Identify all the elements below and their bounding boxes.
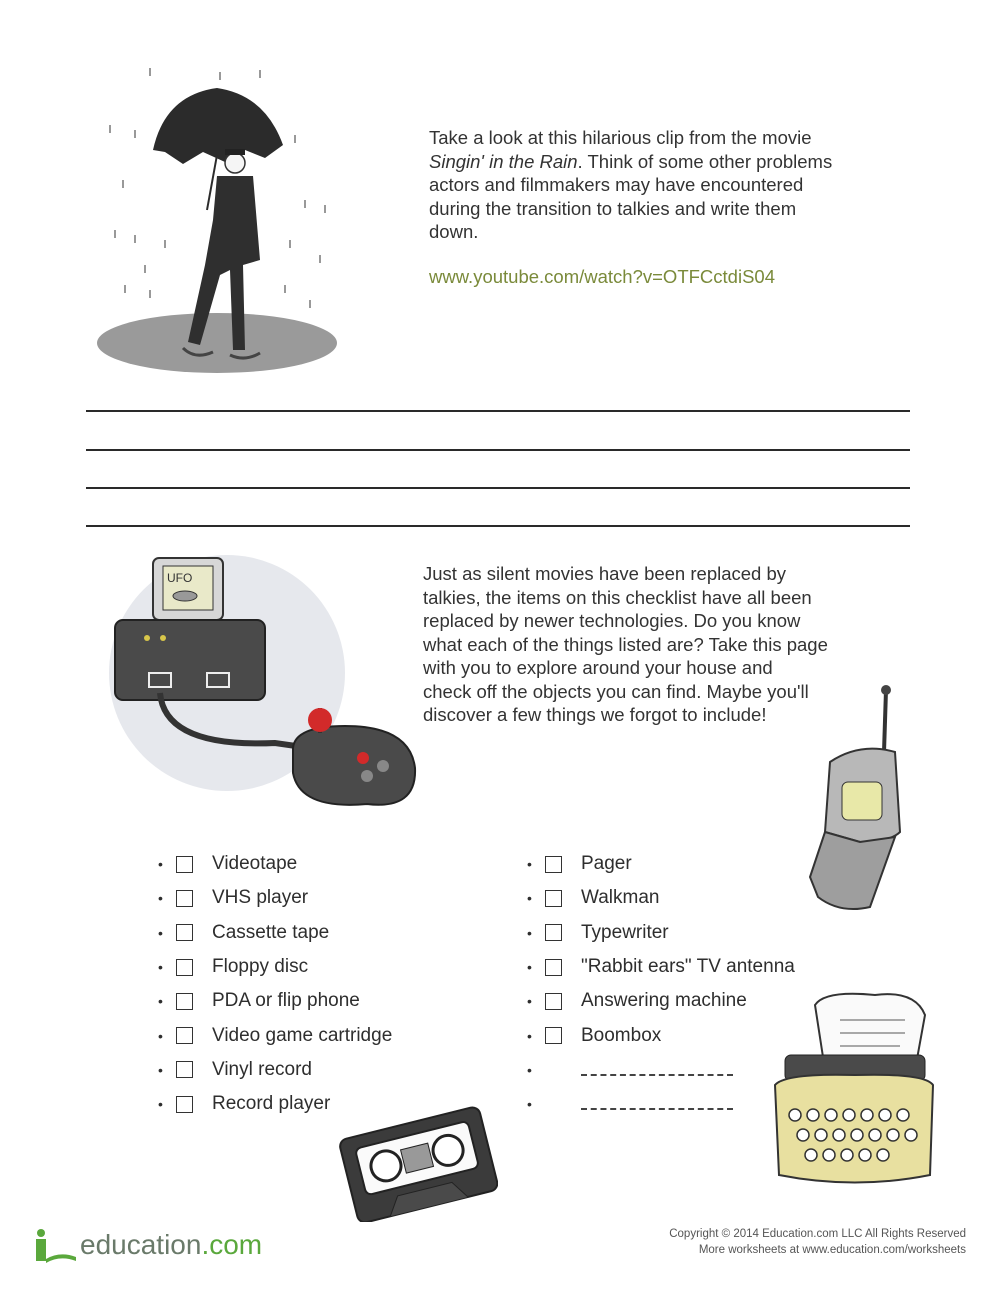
list-item xyxy=(527,984,795,1018)
item-label: Answering machine xyxy=(581,990,747,1012)
item-label: "Rabbit ears" TV antenna xyxy=(581,956,795,978)
list-item xyxy=(158,1018,392,1052)
checkbox[interactable] xyxy=(176,1027,193,1044)
intro-line-1: Take a look at this hilarious clip from the movie xyxy=(429,127,812,148)
checklist-intro-line: with you to explore around your house and xyxy=(423,657,773,678)
intro-line-4: during the transition to talkies and write them xyxy=(429,197,797,219)
item-label: Walkman xyxy=(581,887,660,909)
book-person-icon xyxy=(32,1225,80,1265)
checkbox[interactable] xyxy=(176,993,193,1010)
writing-line-4[interactable] xyxy=(86,525,910,527)
bullet: • xyxy=(527,924,532,941)
item-label: Vinyl record xyxy=(212,1058,312,1080)
item-label: Record player xyxy=(212,1093,331,1115)
checklist-right xyxy=(527,847,795,1121)
logo-name: education xyxy=(80,1229,202,1260)
footer xyxy=(669,1226,966,1258)
list-item xyxy=(527,950,795,984)
movie-title: Singin' in the Rain xyxy=(429,150,578,172)
checkbox[interactable] xyxy=(545,890,562,907)
list-item xyxy=(527,1018,795,1052)
blank-write-in-line[interactable] xyxy=(581,1098,733,1110)
bullet: • xyxy=(158,1061,163,1078)
list-item xyxy=(527,916,795,950)
item-label: Videotape xyxy=(212,853,298,875)
item-label: Cassette tape xyxy=(212,921,330,943)
list-item xyxy=(158,916,392,950)
cassette-tape-illustration xyxy=(338,1102,498,1222)
list-item xyxy=(527,847,795,881)
item-label: VHS player xyxy=(212,887,309,909)
youtube-link[interactable]: www.youtube.com/watch?v=OTFCctdiS04 xyxy=(429,266,775,287)
flip-phone-illustration xyxy=(800,682,910,922)
checkbox[interactable] xyxy=(545,856,562,873)
item-label: Video game cartridge xyxy=(212,1024,393,1046)
item-label: Typewriter xyxy=(581,921,669,943)
checklist-intro-line: Just as silent movies have been replaced by xyxy=(423,563,787,584)
intro-paragraph xyxy=(429,126,889,244)
bullet: • xyxy=(527,959,532,976)
bullet: • xyxy=(158,1096,163,1113)
list-item xyxy=(158,984,392,1018)
checklist-intro-line: replaced by newer technologies. Do you know xyxy=(423,610,801,631)
intro-line-3: actors and filmmakers may have encountered xyxy=(429,174,804,195)
bullet: • xyxy=(158,993,163,1010)
intro-line-2 xyxy=(429,150,889,174)
list-item xyxy=(158,1053,392,1087)
bullet: • xyxy=(158,959,163,976)
checkbox[interactable] xyxy=(545,959,562,976)
bullet: • xyxy=(158,890,163,907)
bullet: • xyxy=(527,856,532,873)
singin-in-the-rain-illustration xyxy=(95,60,345,380)
list-item xyxy=(158,847,392,881)
typewriter-illustration xyxy=(765,985,940,1210)
bullet: • xyxy=(158,1027,163,1044)
list-item xyxy=(158,950,392,984)
checkbox[interactable] xyxy=(545,924,562,941)
video-game-console-illustration xyxy=(105,548,425,823)
logo-tld: .com xyxy=(201,1229,263,1260)
bullet: • xyxy=(158,856,163,873)
checklist-intro-line: discover a few things we forgot to include! xyxy=(423,704,767,725)
writing-line-2[interactable] xyxy=(86,449,910,451)
checklist-intro-line: check off the objects you can find. Maybe you'll xyxy=(423,680,809,702)
copyright-text: Copyright © 2014 Education.com LLC All Rights Reserved xyxy=(669,1228,966,1240)
checkbox[interactable] xyxy=(176,959,193,976)
checkbox[interactable] xyxy=(545,1027,562,1044)
checklist-intro-line: talkies, the items on this checklist have all been xyxy=(423,586,812,608)
item-label: Floppy disc xyxy=(212,956,309,978)
list-item-blank xyxy=(527,1053,795,1087)
checkbox[interactable] xyxy=(545,993,562,1010)
checkbox[interactable] xyxy=(176,1061,193,1078)
more-worksheets-text[interactable]: More worksheets at www.education.com/worksheets xyxy=(698,1244,966,1256)
item-label: Boombox xyxy=(581,1024,662,1046)
writing-line-3[interactable] xyxy=(86,487,910,489)
checkbox[interactable] xyxy=(176,890,193,907)
checklist-intro-line: what each of the things listed are? Take this page xyxy=(423,633,828,655)
list-item xyxy=(527,881,795,915)
bullet: • xyxy=(527,1061,532,1078)
bullet: • xyxy=(527,1027,532,1044)
item-label: PDA or flip phone xyxy=(212,990,360,1012)
bullet: • xyxy=(527,1096,532,1113)
checkbox[interactable] xyxy=(176,856,193,873)
bullet: • xyxy=(527,993,532,1010)
intro-line-2-rest: . Think of some other problems xyxy=(577,150,833,172)
bullet: • xyxy=(527,890,532,907)
writing-line-1[interactable] xyxy=(86,410,910,412)
list-item-blank xyxy=(527,1087,795,1121)
checkbox[interactable] xyxy=(176,1096,193,1113)
blank-write-in-line[interactable] xyxy=(581,1064,733,1076)
education-com-logo[interactable] xyxy=(32,1225,262,1265)
checkbox[interactable] xyxy=(176,924,193,941)
list-item xyxy=(158,881,392,915)
bullet: • xyxy=(158,924,163,941)
checklist-left xyxy=(158,847,392,1121)
intro-line-5: down. xyxy=(429,221,479,242)
tv-screen-text: UFO xyxy=(167,571,193,585)
item-label: Pager xyxy=(581,853,632,875)
